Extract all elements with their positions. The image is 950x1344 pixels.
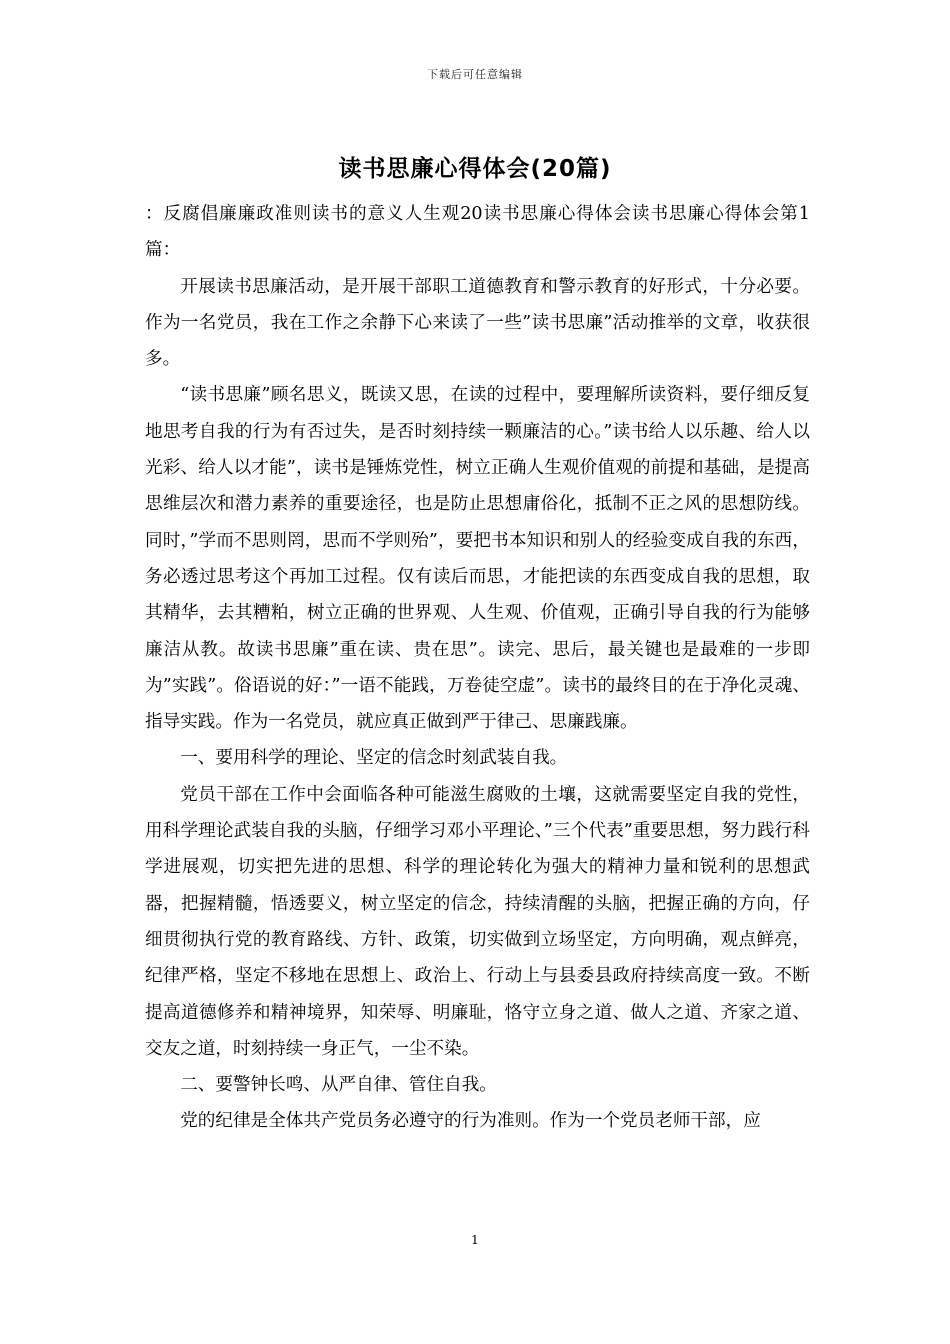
document-title: 读书思廉心得体会(20篇): [338, 156, 612, 182]
paragraph-1: 开展读书思廉活动，是开展干部职工道德教育和警示教育的好形式，十分必要。作为一名党员，我在工作之余静下心来读了一些”读书思廉”活动推举的文章，收获很多。: [145, 276, 810, 370]
page-number: 1: [471, 1233, 479, 1247]
paragraph-3: 党员干部在工作中会面临各种可能滋生腐败的土壤，这就需要坚定自我的党性，用科学理论武装自我的头脑，仔细学习邓小平理论、”三个代表”重要思想，努力践行科学进展观，切实把先进的思想、科学的理论转化为强大的精神力量和锐利的思想武器，把握精髓，悟透要义，树立坚定的信念，持续清醒的头脑，把握正确的方向，仔细贯彻执行党的教育路线、方针、政策，切实做到立场坚定，方向明确，观点鲜亮，纪律严格，坚定不移地在思想上、政治上、行动上与县委县政府持续高度一致。不断提高道德修养和精神境界，知荣辱、明廉耻，恪守立身之道、做人之道、齐家之道、交友之道，时刻持续一身正气，一尘不染。: [145, 784, 810, 1059]
paragraph-2: “读书思廉”顾名思义，既读又思，在读的过程中，要理解所读资料，要仔细反复地思考自我的行为有否过失，是否时刻持续一颗廉洁的心。”读书给人以乐趣、给人以光彩、给人以才能”，读书是锤炼党性，树立正确人生观价值观的前提和基础，是提高思维层次和潜力素养的重要途径，也是防止思想庸俗化，抵制不正之风的思想防线。同时，”学而不思则罔，思而不学则殆”，要把书本知识和别人的经验变成自我的东西，务必透过思考这个再加工过程。仅有读后而思，才能把读的东西变成自我的思想，取其精华，去其糟粕，树立正确的世界观、人生观、价值观，正确引导自我的行为能够廉洁从教。故读书思廉”重在读、贵在思”。读完、思后，最关键也是最难的一步即为”实践”。俗语说的好：”一语不能践，万卷徒空虚”。读书的最终目的在于净化灵魂、指导实践。作为一名党员，就应真正做到严于律己、思廉践廉。: [145, 385, 810, 733]
section-heading-1: 一、要用科学的理论、坚定的信念时刻武装自我。: [180, 748, 568, 769]
header-note: 下载后可任意编辑: [427, 68, 523, 81]
paragraph-4: 党的纪律是全体共产党员务必遵守的行为准则。作为一个党员老师干部，应: [180, 1111, 761, 1132]
section-heading-2: 二、要警钟长鸣、从严自律、管住自我。: [180, 1075, 497, 1096]
document-body: [145, 196, 810, 1140]
keywords-line: ：反腐倡廉廉政准则读书的意义人生观20读书思廉心得体会读书思廉心得体会第1篇：: [145, 204, 810, 261]
